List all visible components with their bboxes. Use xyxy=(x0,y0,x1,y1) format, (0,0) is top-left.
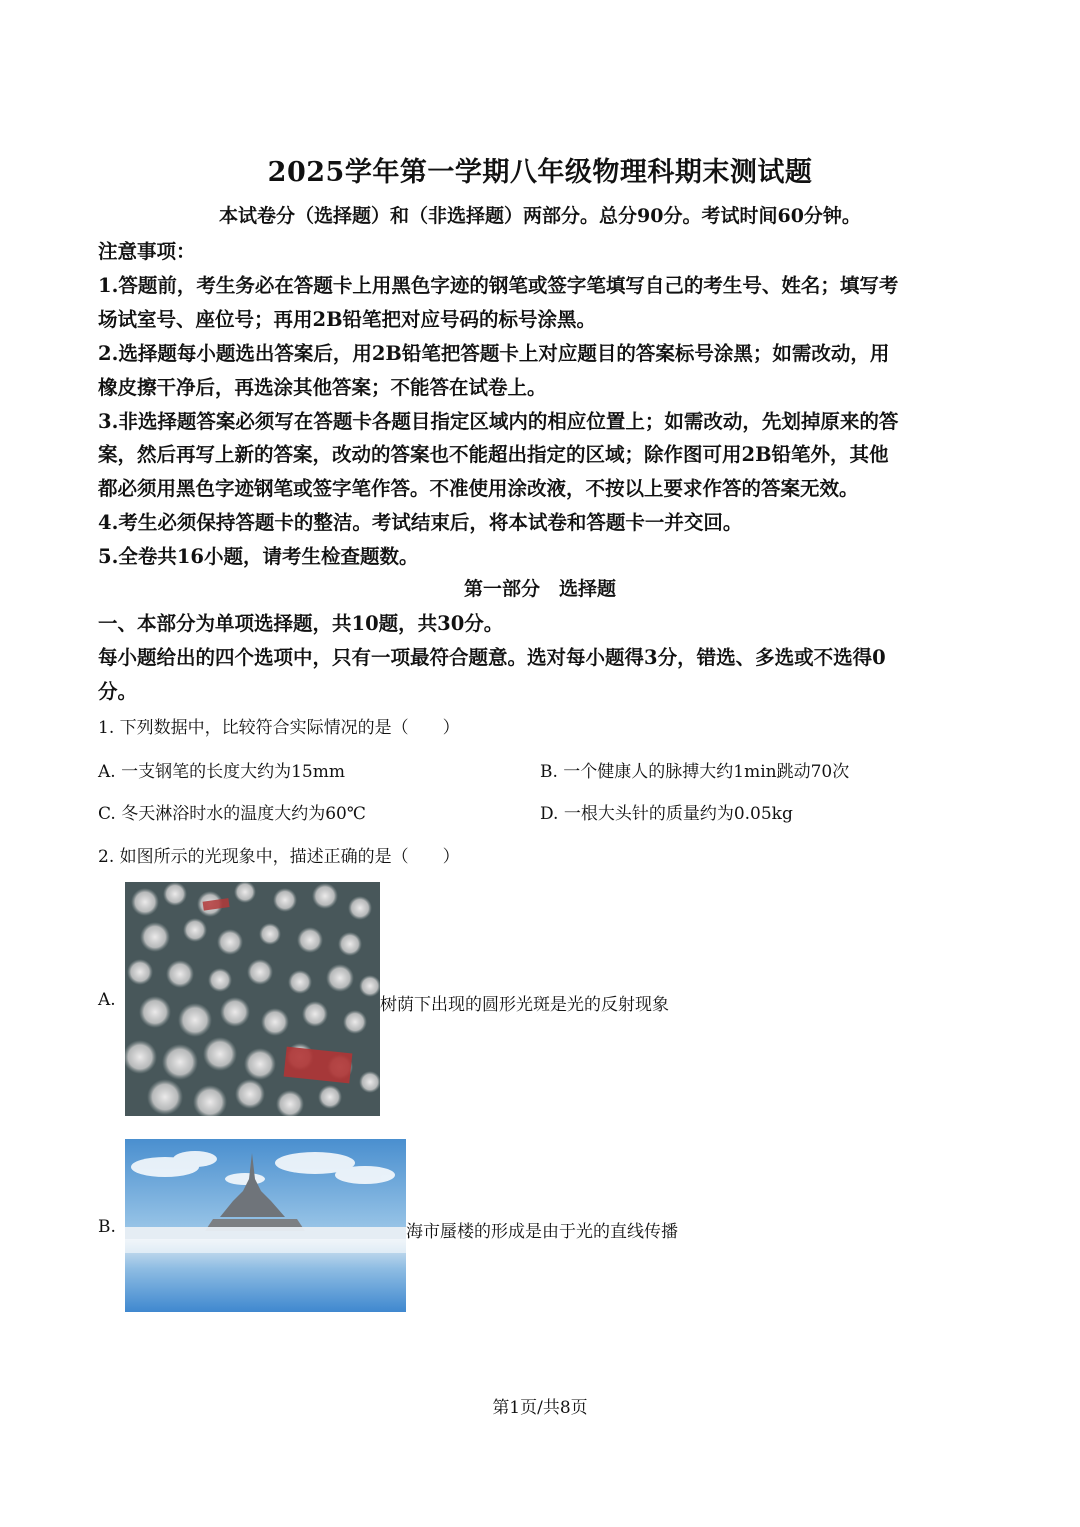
exam-subtitle: 本试卷分（选择题）和（非选择题）两部分。总分90分。考试时间60分钟。 xyxy=(219,205,861,227)
part1-instructions-cont: 分。 xyxy=(98,680,138,703)
notice-line: 2.选择题每小题选出答案后，用2B铅笔把答题卡上对应题目的答案标号涂黑；如需改动，用 xyxy=(98,342,890,365)
q1-stem: 1. 下列数据中，比较符合实际情况的是（ ） xyxy=(98,718,460,738)
page-number: 第1页/共8页 xyxy=(492,1398,588,1418)
q2-option-b-text: 海市蜃楼的形成是由于光的直线传播 xyxy=(406,1222,678,1242)
q2-option-a-text: 树荫下出现的圆形光斑是光的反射现象 xyxy=(380,995,669,1015)
mirage-castle-photo xyxy=(125,1139,406,1312)
tree-shade-light-spots-photo xyxy=(125,882,380,1116)
notice-line: 案，然后再写上新的答案，改动的答案也不能超出指定的区域；除作图可用2B铅笔外，其他 xyxy=(98,443,889,466)
notice-line: 橡皮擦干净后，再选涂其他答案；不能答在试卷上。 xyxy=(98,376,547,399)
notice-line: 场试室号、座位号；再用2B铅笔把对应号码的标号涂黑。 xyxy=(98,308,597,331)
q2-stem: 2. 如图所示的光现象中，描述正确的是（ ） xyxy=(98,847,460,867)
notice-line: 3.非选择题答案必须写在答题卡各题目指定区域内的相应位置上；如需改动，先划掉原来的答 xyxy=(98,410,899,433)
notice-heading: 注意事项： xyxy=(98,240,196,263)
q1-option-a: A. 一支钢笔的长度大约为15mm xyxy=(98,762,345,782)
notice-line: 1.答题前，考生务必在答题卡上用黑色字迹的钢笔或签字笔填写自己的考生号、姓名；填写考 xyxy=(98,274,899,297)
part1-heading: 第一部分 选择题 xyxy=(463,578,616,600)
notice-line: 5.全卷共16小题，请考生检查题数。 xyxy=(98,545,419,568)
part1-intro: 一、本部分为单项选择题，共10题，共30分。 xyxy=(98,612,504,635)
exam-title: 2025学年第一学期八年级物理科期末测试题 xyxy=(267,157,813,188)
q1-option-b: B. 一个健康人的脉搏大约1min跳动70次 xyxy=(540,762,850,782)
q2-option-b-letter: B. xyxy=(98,1217,116,1237)
notice-line: 都必须用黑色字迹钢笔或签字笔作答。不准使用涂改液，不按以上要求作答的答案无效。 xyxy=(98,477,859,500)
notice-line: 4.考生必须保持答题卡的整洁。考试结束后，将本试卷和答题卡一并交回。 xyxy=(98,511,743,534)
part1-instructions: 每小题给出的四个选项中，只有一项最符合题意。选对每小题得3分，错选、多选或不选得0 xyxy=(98,646,886,669)
q1-option-d: D. 一根大头针的质量约为0.05kg xyxy=(540,804,793,824)
q1-option-c: C. 冬天淋浴时水的温度大约为60℃ xyxy=(98,804,366,824)
q2-option-a-letter: A. xyxy=(98,990,116,1010)
